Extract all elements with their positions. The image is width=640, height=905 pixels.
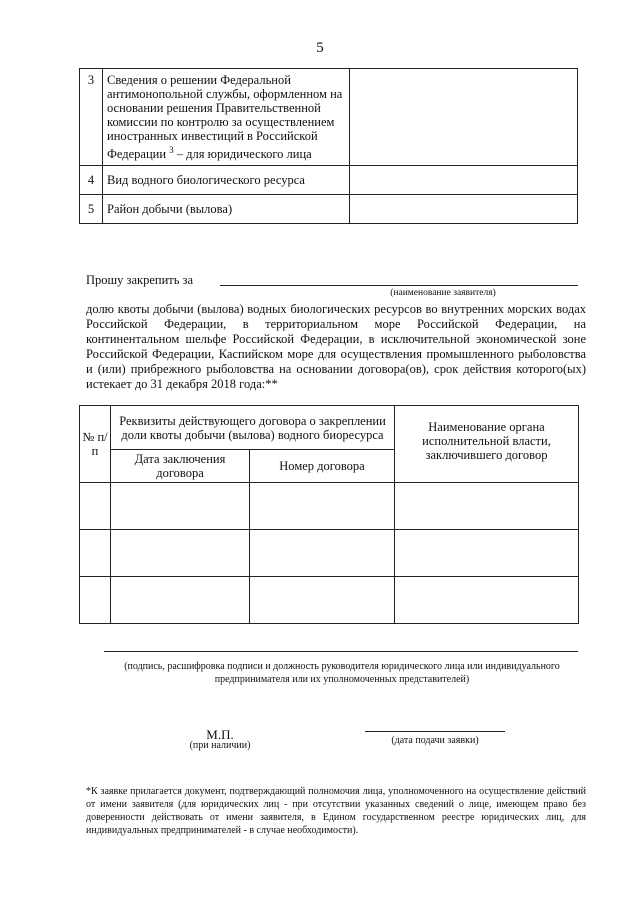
cell-number[interactable]	[80, 530, 111, 577]
row-value-field[interactable]	[350, 166, 578, 195]
footnote-ref: 3	[169, 145, 174, 155]
cell-contract-date[interactable]	[111, 530, 250, 577]
row-label: Район добычи (вылова)	[103, 195, 350, 224]
table-row	[80, 69, 578, 166]
table-header-row	[80, 406, 579, 450]
row-number: 3	[80, 69, 103, 166]
footnote: *К заявке прилагается документ, подтверждающий полномочия лица, уполномоченного на осуществление действий от имени заявителя (для юридических лиц - при отсутствии указанных сведений о лице, имеющем право без доверенности действовать от имени заявителя, в Едином государственном реестре юридических лиц, для индивидуальных предпринимателей - в случае необходимости).	[86, 786, 586, 836]
row-label: Вид водного биологического ресурса	[103, 166, 350, 195]
page-number: 5	[316, 40, 324, 56]
header-organ: Наименование органа исполнительной власти, заключившего договор	[395, 406, 579, 483]
stamp-note: (при наличии)	[189, 740, 251, 751]
contract-table	[79, 405, 579, 624]
applicant-name-caption: (наименование заявителя)	[390, 288, 496, 298]
cell-number[interactable]	[80, 483, 111, 530]
header-contract-number: Номер договора	[250, 450, 395, 483]
row-number: 4	[80, 166, 103, 195]
cell-contract-number[interactable]	[250, 483, 395, 530]
header-contract-details: Реквизиты действующего договора о закреплении доли квоты добычи (вылова) водного биоресурса	[111, 406, 395, 450]
table-row	[80, 166, 578, 195]
table-row	[80, 530, 579, 577]
signature-caption: (подпись, расшифровка подписи и должность руководителя юридического лица или индивидуального предпринимателя или их уполномоченных представителей)	[124, 661, 560, 685]
row-value-field[interactable]	[350, 69, 578, 166]
applicant-name-field[interactable]	[220, 285, 578, 286]
cell-organ[interactable]	[395, 483, 579, 530]
cell-organ[interactable]	[395, 577, 579, 624]
stamp-label: М.П.	[206, 727, 234, 742]
table-row	[80, 577, 579, 624]
submission-date-caption: (дата подачи заявки)	[391, 735, 479, 746]
signature-field[interactable]	[104, 651, 578, 652]
cell-contract-number[interactable]	[250, 577, 395, 624]
submission-date-field[interactable]	[365, 731, 505, 732]
cell-contract-date[interactable]	[111, 577, 250, 624]
table-row	[80, 483, 579, 530]
header-number: № п/п	[80, 406, 111, 483]
header-contract-date: Дата заключения договора	[111, 450, 250, 483]
row-label: Сведения о решении Федеральной антимонопольной службы, оформленном на основании решения Правительственной комиссии по контролю за осуществлением иностранных инвестиций в Российской Федерации $^3$ – для юридического лица	[103, 69, 350, 166]
cell-contract-number[interactable]	[250, 530, 395, 577]
request-label: Прошу закрепить за	[86, 273, 194, 287]
row-number: 5	[80, 195, 103, 224]
applicant-info-table	[79, 68, 578, 224]
row-value-field[interactable]	[350, 195, 578, 224]
request-paragraph: долю квоты добычи (вылова) водных биологических ресурсов во внутренних морских водах Российской Федерации, в территориальном море Российской Федерации, на континентальном шельфе Российской Федерации, в исключительной экономической зоне Российской Федерации, Каспийском море для осуществления промышленного рыболовства и (или) прибрежного рыболовства на основании договора(ов), срок действия которого(ых) истекает до 31 декабря 2018 года:**	[86, 302, 586, 391]
table-row	[80, 195, 578, 224]
cell-contract-date[interactable]	[111, 483, 250, 530]
cell-organ[interactable]	[395, 530, 579, 577]
cell-number[interactable]	[80, 577, 111, 624]
